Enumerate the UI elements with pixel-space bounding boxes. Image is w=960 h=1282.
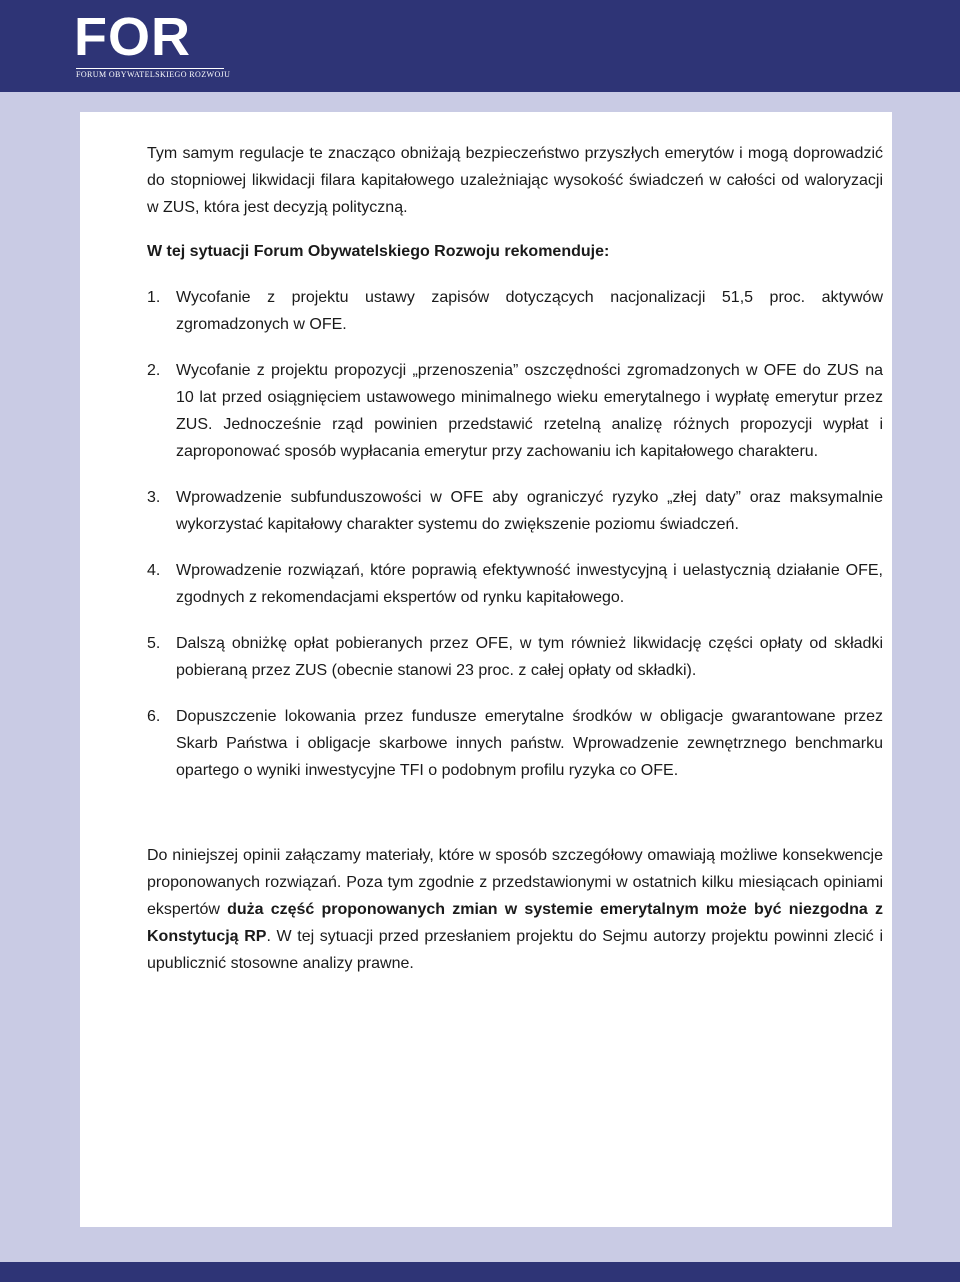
left-side-band — [0, 92, 80, 1262]
list-item-text: Dopuszczenie lokowania przez fundusze emerytalne środków w obligacje gwarantowane przez Skarb Państwa i obligacje skarbowe innych państw. Wprowadzenie zewnętrznego benchmarku opartego o wyniki inwestycyjne TFI o podobnym profilu ryzyka co OFE. — [176, 708, 883, 779]
closing-paragraph — [147, 842, 883, 977]
list-item-number: 1. — [147, 289, 161, 306]
list-item-number: 6. — [147, 708, 161, 725]
list-item-text: Wycofanie z projektu ustawy zapisów dotyczących nacjonalizacji 51,5 proc. aktywów zgromadzonych w OFE. — [176, 289, 883, 333]
list-item — [147, 557, 883, 611]
list-item-text: Dalszą obniżkę opłat pobieranych przez OFE, w tym również likwidację części opłaty od składki pobieraną przez ZUS (obecnie stanowi 23 proc. z całej opłaty od składki). — [176, 635, 883, 679]
closing-bold-text: duża część proponowanych zmian w systemie emerytalnym może być niezgodna z Konstytucją RP — [147, 901, 884, 945]
logo-subtitle: FORUM OBYWATELSKIEGO ROZWOJU — [76, 70, 231, 79]
logo-wordmark: FOR — [74, 7, 191, 67]
footer-band — [0, 1262, 960, 1282]
intro-paragraph: Tym samym regulacje te znacząco obniżają bezpieczeństwo przyszłych emerytów i mogą doprowadzić do stopniowej likwidacji filara kapitałowego uzależniając wysokość świadczeń w całości od waloryzacji w ZUS, która jest decyzją polityczną. — [147, 145, 883, 216]
closing-text-start: Do niniejszej opinii załączamy materiały, które w sposób szczegółowy omawiają możliwe konsekwencje proponowanych rozwiązań. Poza tym zgodnie z przedstawionymi w ostatnich kilku miesiącach opiniami ekspertów — [147, 847, 883, 918]
list-item — [147, 630, 883, 684]
recommendation-heading: W tej sytuacji Forum Obywatelskiego Rozwoju rekomenduje: — [147, 243, 610, 260]
list-item-number: 2. — [147, 362, 161, 379]
list-item-number: 4. — [147, 562, 161, 579]
recommendation-list — [147, 284, 883, 784]
list-item — [147, 484, 883, 538]
right-side-band — [892, 92, 960, 1262]
header-band — [0, 0, 960, 92]
list-item-text: Wprowadzenie rozwiązań, które poprawią efektywność inwestycyjną i uelastycznią działanie OFE, zgodnych z rekomendacjami ekspertów od rynku kapitałowego. — [176, 562, 883, 606]
list-item-text: Wprowadzenie subfunduszowości w OFE aby ograniczyć ryzyko „złej daty” oraz maksymalnie wykorzystać kapitałowy charakter systemu do zwiększenie poziomu świadczeń. — [176, 489, 883, 533]
list-item-number: 3. — [147, 489, 161, 506]
for-logo — [74, 7, 231, 82]
list-item-text: Wycofanie z projektu propozycji „przenoszenia” oszczędności zgromadzonych w OFE do ZUS na 10 lat przed osiągnięciem ustawowego minimalnego wieku emerytalnego i wypłatę emerytur przez ZUS. Jednocześnie rząd powinien przedstawić rzetelną analizę różnych propozycji wypłat i zaproponować sposób wypłacania emerytur przy zachowaniu ich kapitałowego charakteru. — [176, 362, 883, 460]
list-item-number: 5. — [147, 635, 161, 652]
list-item — [147, 357, 883, 465]
closing-text-end: . W tej sytuacji przed przesłaniem projektu do Sejmu autorzy projektu powinni zlecić i upublicznić stosowne analizy prawne. — [147, 928, 883, 972]
list-item — [147, 284, 883, 338]
list-item — [147, 703, 883, 784]
document-content — [147, 140, 883, 977]
